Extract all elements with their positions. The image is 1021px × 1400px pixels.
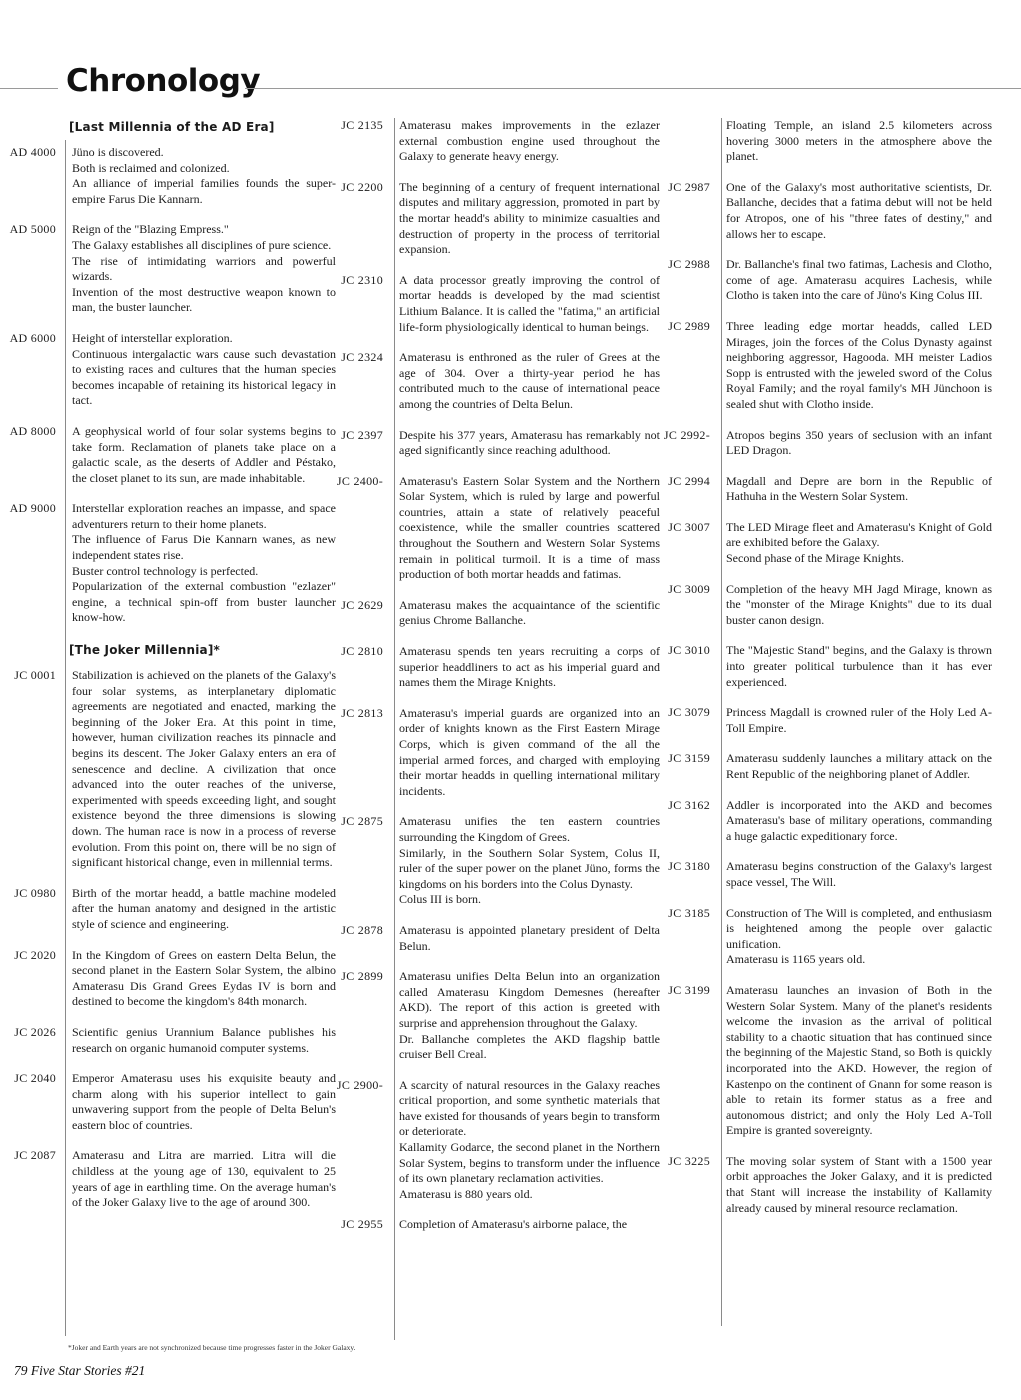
entry-line: Similarly, in the Southern Solar System, Colus II, ruler of the super power on the planet Jüno, forms the kingdoms on his borders into the Colus Dynasty. — [399, 845, 660, 891]
entry-line: Jüno is discovered. — [72, 145, 164, 159]
entry-date: JC 3007 — [668, 519, 710, 534]
entry-date: JC 3225 — [668, 1153, 710, 1168]
entry-date: JC 3199 — [668, 982, 710, 997]
entry-line: The beginning of a century of frequent international disputes and military aggression, promoted in part by the mortar headd's ability to minimize casualties and destruction of property in the process of territorial expansion. — [399, 179, 660, 257]
entry-line: Amaterasu makes improvements in the ezlazer external combustion engine used throughout the Galaxy to generate heavy energy. — [399, 118, 660, 164]
entry-date: JC 3079 — [668, 705, 710, 720]
entry-line: Addler is incorporated into the AKD and becomes Amaterasu's base of military operations, commanding a huge galactic expeditionary force. — [726, 797, 992, 843]
entry-text — [392, 814, 660, 908]
column-3 — [662, 118, 992, 1231]
entry-text — [392, 969, 660, 1063]
entry-line: Amaterasu is appointed planetary president of Delta Belun. — [399, 922, 660, 953]
timeline-entry — [334, 969, 660, 1063]
section-heading-ad-era: [Last Millennia of the AD Era] — [69, 120, 275, 134]
entry-text — [719, 798, 992, 845]
timeline-entry — [662, 798, 992, 845]
entry-line: Amaterasu makes the acquaintance of the scientific genius Chrome Ballanche. — [399, 597, 660, 628]
entry-date: JC 2810 — [341, 644, 383, 659]
entry-line: Amaterasu is 1165 years old. — [726, 952, 866, 967]
entry-date: JC 2200 — [341, 179, 383, 194]
timeline-entry — [662, 906, 992, 968]
timeline-entry — [0, 145, 336, 207]
entry-date: JC 2087 — [14, 1148, 56, 1163]
entry-text — [719, 319, 992, 413]
entry-date: JC 3009 — [668, 581, 710, 596]
entry-line: Colus III is born. — [399, 892, 481, 907]
entry-text — [392, 118, 660, 165]
entry-line: Continuous intergalactic wars cause such devastation to existing races and cultures that the human species becomes incapable of retaining its historical legacy in tact. — [72, 346, 336, 408]
timeline-entry — [334, 706, 660, 800]
entry-line: One of the Galaxy's most authoritative scientists, Dr. Ballanche, decides that a fatima debut will not be held for Atropos, one of his "three fates of destiny," and allows her to escape. — [726, 179, 992, 241]
entry-date: JC 2400- — [336, 473, 383, 488]
entry-text — [65, 886, 336, 933]
column-1 — [0, 118, 336, 1226]
entry-line: Invention of the most destructive weapon known to man, the buster launcher. — [72, 284, 336, 315]
entry-line: Amaterasu launches an invasion of Both in the Western Solar System. Many of the planet's residents welcome the invasion as the arrival of political stability to a chaotic situation that has continued since the beginning of the Majestic Stand, so Both is quickly incorporated into the AKD. However, the region of Kastenpo on the continent of Gnann for some reason is able to retain its former status as a free and autonomous district; and only the Holy Led A-Toll Empire is granted sovereignty. — [726, 982, 992, 1138]
timeline-entry — [0, 222, 336, 316]
timeline-entry-continuation — [662, 118, 992, 165]
entry-line: A scarcity of natural resources in the Galaxy reaches critical proportion, and some synthetic materials that have existed for thousands of years begin to transform or deteriorate. — [399, 1077, 660, 1139]
entry-text: Floating Temple, an island 2.5 kilometers across hovering 3000 meters in the atmosphere above the planet. — [726, 118, 992, 164]
entry-text — [719, 520, 992, 567]
timeline-entry — [0, 1025, 336, 1056]
timeline-entry — [0, 886, 336, 933]
entry-text — [392, 598, 660, 629]
entry-line: The influence of Farus Die Kannarn wanes, as new independent states rise. — [72, 532, 336, 563]
timeline-entry — [0, 424, 336, 486]
entry-line: Dr. Ballanche's final two fatimas, Lachesis and Clotho, come of age. Amaterasu acquires Lachesis, while Clotho is taken into the care of Jüno's King Colus III. — [726, 257, 992, 303]
entry-date: JC 0001 — [14, 668, 56, 683]
entry-line: Construction of The Will is completed, and enthusiasm is heightened among the people over galactic unification. — [726, 905, 992, 951]
entry-text — [65, 331, 336, 409]
column-2 — [334, 118, 660, 1248]
entry-date: JC 2020 — [14, 947, 56, 962]
entry-line: Completion of Amaterasu's airborne palace, the — [399, 1217, 628, 1232]
entry-line: Emperor Amaterasu uses his exquisite beauty and charm along with his superior intellect to gain unwavering support from the people of Delta Belun's eastern bloc of countries. — [72, 1071, 336, 1132]
entry-date: JC 2899 — [341, 969, 383, 984]
entry-text — [65, 424, 336, 486]
entry-date: AD 4000 — [9, 145, 56, 159]
entry-text — [65, 222, 336, 316]
entry-line: Despite his 377 years, Amaterasu has remarkably not aged significantly since reaching adulthood. — [399, 427, 660, 458]
entry-line: A geophysical world of four solar systems begins to take form. Reclamation of planets take place on a galactic scale, as the deserts of Addler and Péstako, the closet planet to its sun, are made inhabitable. — [72, 423, 336, 485]
entry-line: Amaterasu begins construction of the Galaxy's largest space vessel, The Will. — [726, 859, 992, 889]
entry-date: JC 2992- — [663, 427, 710, 442]
entry-line: Height of interstellar exploration. — [72, 330, 233, 345]
entry-line: Magdall and Depre are born in the Republic of Hathuha in the Western Solar System. — [726, 473, 992, 504]
entry-line: The Galaxy establishes all disciplines of pure science. — [72, 237, 332, 252]
entry-date: JC 2324 — [341, 350, 383, 365]
entry-line: Dr. Ballanche completes the AKD flagship battle cruiser Bell Creal. — [399, 1031, 660, 1062]
entry-date: JC 3010 — [668, 643, 710, 658]
entry-line: An alliance of imperial families founds the super-empire Farus Die Kannarn. — [72, 176, 336, 206]
entry-date: JC 2040 — [14, 1071, 56, 1086]
entry-date: JC 2988 — [668, 257, 710, 272]
timeline-entry — [662, 983, 992, 1139]
timeline-entry — [0, 948, 336, 1010]
entry-date: AD 5000 — [9, 222, 56, 237]
entry-line: Birth of the mortar headd, a battle machine modeled after the human anatomy and designed in the artistic style of science and engineering. — [72, 885, 336, 931]
entry-line: Both is reclaimed and colonized. — [72, 160, 230, 175]
entry-line: The LED Mirage fleet and Amaterasu's Knight of Gold are exhibited before the Galaxy. — [726, 519, 992, 550]
timeline-entry — [662, 705, 992, 736]
entry-line: Princess Magdall is crowned ruler of the Holy Led A-Toll Empire. — [726, 705, 992, 735]
timeline-entry — [662, 180, 992, 242]
entry-text — [65, 668, 336, 871]
entry-text — [719, 906, 992, 968]
entry-text — [392, 180, 660, 258]
entry-date: JC 2875 — [341, 814, 383, 829]
timeline-entry — [0, 668, 336, 871]
section-heading-joker-millennia: [The Joker Millennia]* — [69, 643, 221, 658]
timeline-entry — [334, 923, 660, 954]
entry-text — [719, 257, 992, 304]
entry-line: Amaterasu spends ten years recruiting a corps of superior headdliners to act as his imperial guard and names them the Mirage Knights. — [399, 644, 660, 690]
timeline-entry — [334, 474, 660, 583]
entry-line: The moving solar system of Stant with a 1500 year orbit approaches the Joker Galaxy, and it is predicted that Stant will increase the instability of Kallamity already caused by mineral resource reclamation. — [726, 1153, 992, 1215]
timeline-entry — [0, 1071, 336, 1133]
entry-line: Interstellar exploration reaches an impasse, and space adventurers return to their home planets. — [72, 501, 336, 531]
timeline-entry — [0, 331, 336, 409]
entry-line: Amaterasu unifies the ten eastern countries surrounding the Kingdom of Grees. — [399, 814, 660, 844]
entry-line: Amaterasu suddenly launches a military attack on the Rent Republic of the neighboring planet of Addler. — [726, 751, 992, 781]
entry-date: JC 2878 — [341, 922, 383, 937]
entry-date: AD 6000 — [9, 330, 56, 345]
entry-line: Three leading edge mortar headds, called LED Mirages, join the forces of the Colus Dynasty against neighboring aggressor, Hagooda. MH meister Ladios Sopp is entrusted with the jeweled sword of the Colus Royal Family; and the royal family's MH Jünchoon is sealed shut with Clotho inside. — [726, 318, 992, 411]
entry-text — [392, 428, 660, 459]
timeline-entry — [662, 1154, 992, 1216]
entry-date: JC 3180 — [668, 859, 710, 874]
entry-line: A data processor greatly improving the control of mortar headds is developed by the mad scientist Lithium Balance. It is called the "fatima," an artificial life-form physiologically identical to human beings. — [399, 272, 660, 334]
entry-text — [65, 948, 336, 1010]
entry-date: JC 3162 — [668, 797, 710, 812]
entry-line: Popularization of the external combustion "ezlazer" engine, a technical spin-off from buster launcher know-how. — [72, 579, 336, 625]
entry-text — [719, 474, 992, 505]
entry-text — [719, 1154, 992, 1216]
entry-line: The rise of intimidating warriors and powerful wizards. — [72, 253, 336, 284]
entry-text — [392, 273, 660, 335]
entry-text — [719, 428, 992, 459]
header-rule-right — [245, 88, 1021, 89]
timeline-entry — [334, 644, 660, 691]
entry-date: JC 2989 — [668, 318, 710, 333]
entry-line: Kallamity Godarce, the second planet in the Northern Solar System, begins to transform under the influence of its own planetary reclamation activities. — [399, 1140, 660, 1186]
footnote: *Joker and Earth years are not synchronized because time progresses faster in the Joker Galaxy. — [68, 1343, 356, 1352]
entry-text — [719, 705, 992, 736]
entry-line: Buster control technology is perfected. — [72, 563, 259, 578]
timeline-entry — [334, 1078, 660, 1203]
entry-line: Atropos begins 350 years of seclusion with an infant LED Dragon. — [726, 427, 992, 458]
entry-text — [719, 180, 992, 242]
entry-date: JC 2310 — [341, 272, 383, 287]
timeline-entry — [334, 598, 660, 629]
timeline-entry — [334, 428, 660, 459]
timeline-entry — [662, 520, 992, 567]
entry-text — [65, 1025, 336, 1056]
entry-date: JC 3185 — [668, 905, 710, 920]
entry-text — [392, 706, 660, 800]
entry-text — [392, 923, 660, 954]
entry-text — [392, 474, 660, 583]
timeline-entry — [0, 501, 336, 626]
entry-line: Completion of the heavy MH Jagd Mirage, known as the "monster of the Mirage Knights" due to its dual buster canon design. — [726, 581, 992, 627]
entry-line: In the Kingdom of Grees on eastern Delta Belun, the second planet in the Eastern Solar System, the albino Amaterasu Dis Grand Grees Eydas IV is born and destined to become the kingdom's 84th monarch. — [72, 947, 336, 1009]
entry-text — [65, 1148, 336, 1210]
timeline-entry — [662, 643, 992, 690]
page-footer: 79 Five Star Stories #21 — [14, 1363, 146, 1378]
entry-date: JC 0980 — [14, 885, 56, 900]
timeline-entry — [662, 474, 992, 505]
entry-line: Amaterasu's imperial guards are organized into an order of knights known as the First Eastern Mirage Corps, which is given command of the all the imperial armed forces, and charged with employing their mortar headds in quelling international military incidents. — [399, 705, 660, 798]
entry-date: JC 2813 — [341, 705, 383, 720]
entry-text — [392, 350, 660, 412]
entry-text — [65, 145, 336, 207]
timeline-entry — [334, 273, 660, 335]
timeline-entry — [0, 1148, 336, 1210]
timeline-entry — [334, 180, 660, 258]
timeline-entry — [334, 814, 660, 908]
entry-text — [65, 1071, 336, 1133]
timeline-entry — [662, 257, 992, 304]
entry-date: JC 2987 — [668, 179, 710, 194]
entry-text — [392, 644, 660, 691]
entry-text — [719, 751, 992, 782]
entry-line: Amaterasu and Litra are married. Litra will die childless at the young age of 130, equivalent to 25 years of age in earthling time. On the average human's of the Joker Galaxy live to the age of around 300. — [72, 1148, 336, 1210]
entry-date: JC 2629 — [341, 597, 383, 612]
timeline-entry — [334, 118, 660, 165]
entry-line: Second phase of the Mirage Knights. — [726, 551, 904, 566]
entry-line: The "Majestic Stand" begins, and the Galaxy is thrown into greater political turbulence than it has ever experienced. — [726, 643, 992, 689]
entry-date: JC 2994 — [668, 473, 710, 488]
timeline-entry — [662, 582, 992, 629]
page-title: Chronology — [66, 63, 261, 99]
entry-text — [65, 501, 336, 626]
entry-date: JC 3159 — [668, 751, 710, 766]
entry-text — [719, 643, 992, 690]
entry-text — [719, 983, 992, 1139]
entry-text — [719, 859, 992, 890]
entry-date: JC 2955 — [341, 1217, 383, 1232]
timeline-entry — [662, 428, 992, 459]
timeline-entry — [662, 319, 992, 413]
entry-line: Stabilization is achieved on the planets of the Galaxy's four solar systems, as interplanetary diplomatic agreements are negotiated and enacted, marking the beginning of the Joker Era. At this point in time, however, human civilization reaches its pinnacle and begins its descent. The Joker Galaxy enters an era of senescence and decline. A civilization that once advanced into the outer reaches of the universe, experimented with speeds exceeding light, and sought existence beyond the three dimensions is slowing down. The human race is now in a process of reverse evolution. From this point on, there will be no sign of significant historical change, even in millennial terms. — [72, 668, 336, 870]
entry-text — [392, 1217, 660, 1233]
timeline-entry — [334, 1217, 660, 1233]
entry-line: Amaterasu is 880 years old. — [399, 1186, 533, 1201]
entry-date: JC 2026 — [14, 1024, 56, 1039]
entry-date: JC 2397 — [341, 427, 383, 442]
entry-text — [392, 1078, 660, 1203]
entry-line: Amaterasu's Eastern Solar System and the Northern Solar System, which is ruled by large and powerful countries, attain a state of relatively peaceful coexistence, while the smaller countries scattered throughout the Southern and Western Solar Systems remain in political turmoil. It is a time of mass production of both mortar headds and fatimas. — [399, 473, 660, 582]
timeline-entry — [662, 751, 992, 782]
entry-text — [719, 582, 992, 629]
timeline-entry — [662, 859, 992, 890]
timeline-entry — [334, 350, 660, 412]
entry-line: Reign of the "Blazing Empress." — [72, 222, 229, 237]
entry-line: Amaterasu unifies Delta Belun into an organization called Amaterasu Kingdom Demesnes (hereafter AKD). The report of this action is greeted with surprise and apprehension throughout the Galaxy. — [399, 969, 660, 1030]
entry-line: Scientific genius Urannium Balance publishes his research on organic humanoid computer systems. — [72, 1024, 336, 1055]
entry-line: Amaterasu is enthroned as the ruler of Grees at the age of 304. Over a thirty-year period he has contributed much to the cause of international peace among the countries of Delta Belun. — [399, 350, 660, 411]
header-rule-left — [0, 88, 58, 89]
entry-date: AD 8000 — [9, 423, 56, 438]
entry-date: JC 2135 — [341, 118, 383, 132]
entry-date: AD 9000 — [9, 501, 56, 516]
entry-date: JC 2900- — [336, 1077, 383, 1092]
